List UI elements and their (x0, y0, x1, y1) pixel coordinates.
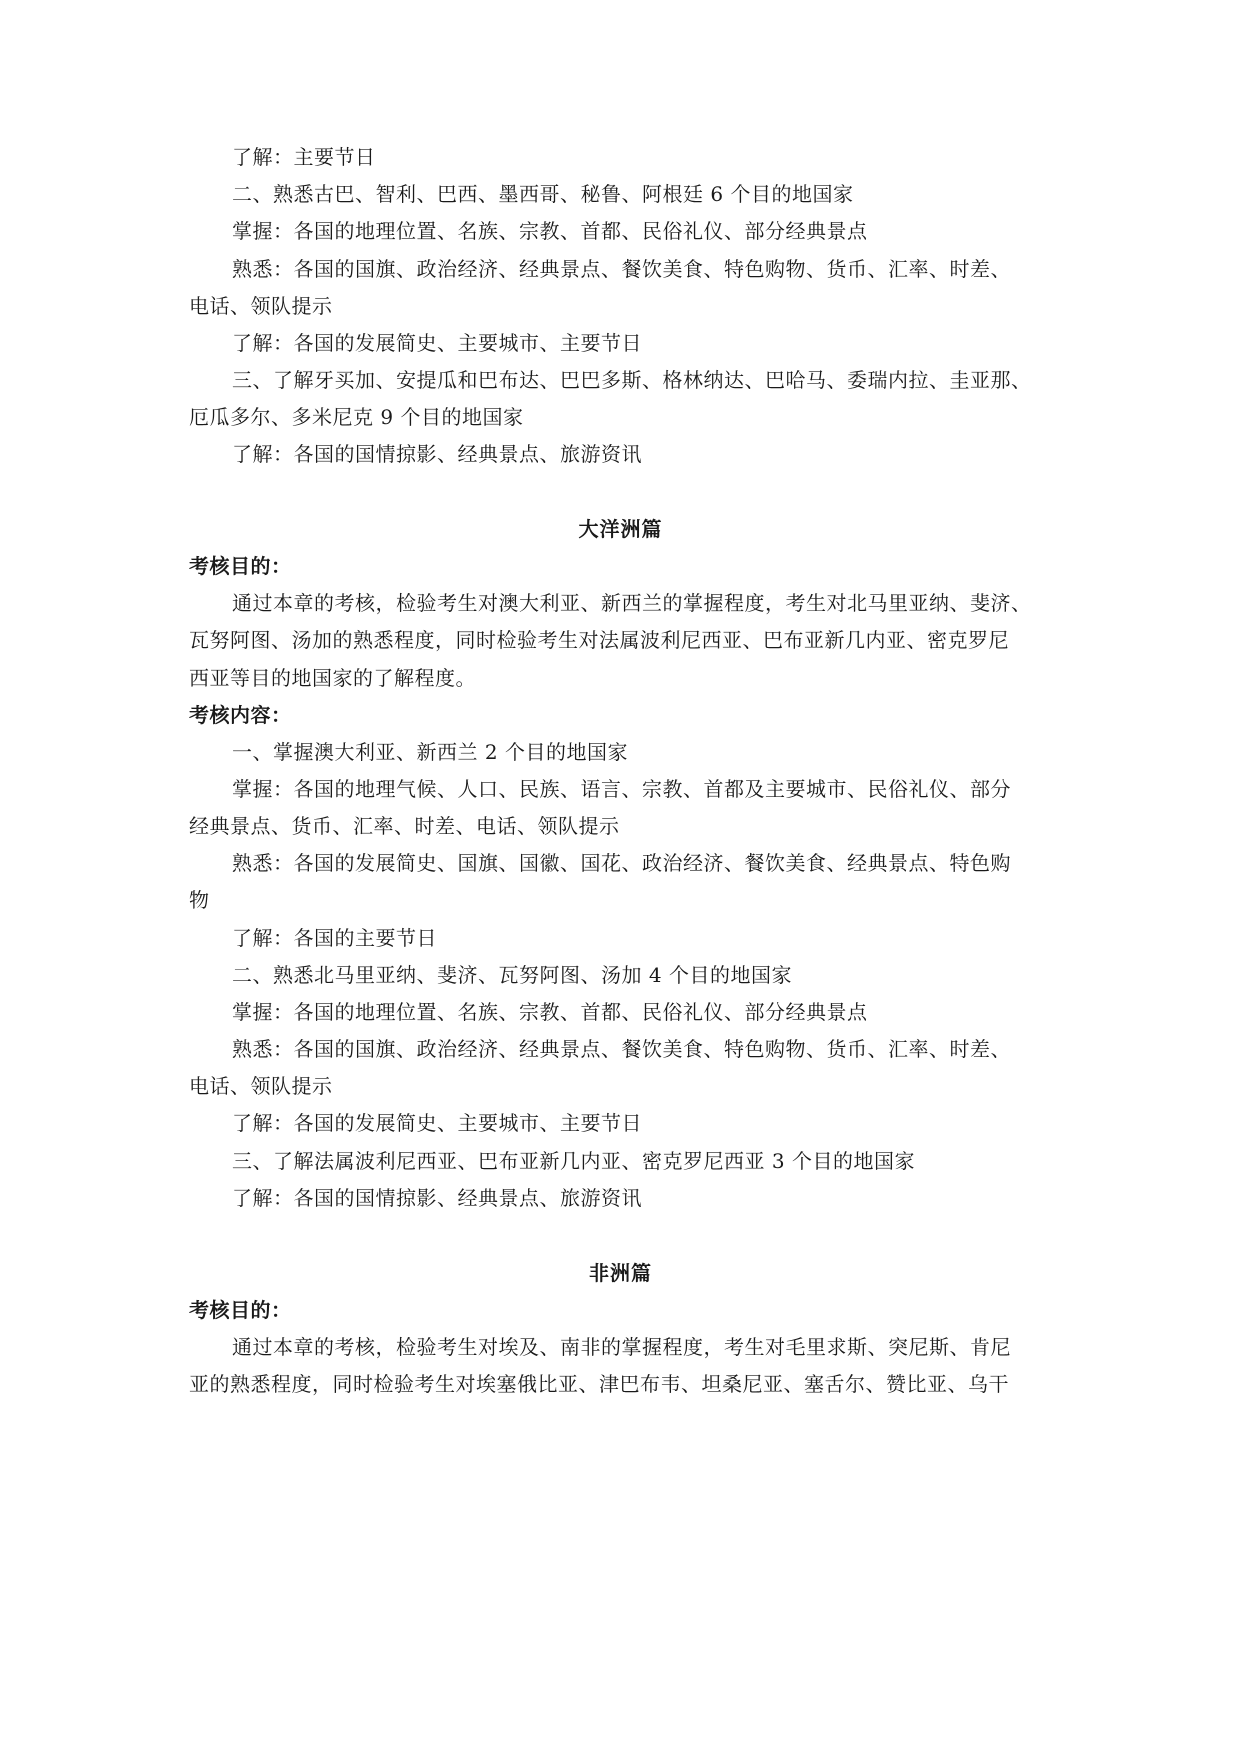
text-line: 经典景点、货币、汇率、时差、电话、领队提示 (189, 814, 620, 838)
section-title-africa: 非洲篇 (589, 1261, 652, 1285)
text-line: 熟悉：各国的国旗、政治经济、经典景点、餐饮美食、特色购物、货币、汇率、时差、 (232, 257, 1011, 281)
text-line: 西亚等目的地国家的了解程度。 (189, 666, 476, 690)
text-line: 了解：各国的主要节日 (232, 926, 437, 950)
goal-label: 考核目的： (189, 554, 292, 578)
text-line: 熟悉：各国的国旗、政治经济、经典景点、餐饮美食、特色购物、货币、汇率、时差、 (232, 1037, 1011, 1061)
text-line: 掌握：各国的地理位置、名族、宗教、首都、民俗礼仪、部分经典景点 (232, 219, 868, 243)
content-label: 考核内容： (189, 703, 292, 727)
text-line: 了解：各国的国情掠影、经典景点、旅游资讯 (232, 1186, 642, 1210)
text-line: 了解：各国的发展简史、主要城市、主要节日 (232, 331, 642, 355)
text-line: 熟悉：各国的发展简史、国旗、国徽、国花、政治经济、餐饮美食、经典景点、特色购 (232, 851, 1011, 875)
text-line: 三、了解法属波利尼西亚、巴布亚新几内亚、密克罗尼西亚 3 个目的地国家 (232, 1149, 915, 1173)
text-line: 掌握：各国的地理气候、人口、民族、语言、宗教、首都及主要城市、民俗礼仪、部分 (232, 777, 1011, 801)
text-line: 掌握：各国的地理位置、名族、宗教、首都、民俗礼仪、部分经典景点 (232, 1000, 868, 1024)
goal-label: 考核目的： (189, 1298, 292, 1322)
text-line: 电话、领队提示 (189, 294, 333, 318)
text-line: 亚的熟悉程度，同时检验考生对埃塞俄比亚、津巴布韦、坦桑尼亚、塞舌尔、赞比亚、乌干 (189, 1372, 1009, 1396)
text-line: 了解：主要节日 (232, 145, 376, 169)
text-line: 一、掌握澳大利亚、新西兰 2 个目的地国家 (232, 740, 628, 764)
text-line: 二、熟悉古巴、智利、巴西、墨西哥、秘鲁、阿根廷 6 个目的地国家 (232, 182, 854, 206)
text-line: 通过本章的考核，检验考生对澳大利亚、新西兰的掌握程度，考生对北马里亚纳、斐济、 (232, 591, 1032, 615)
text-line: 二、熟悉北马里亚纳、斐济、瓦努阿图、汤加 4 个目的地国家 (232, 963, 792, 987)
text-line: 物 (189, 888, 210, 912)
text-line: 瓦努阿图、汤加的熟悉程度，同时检验考生对法属波利尼西亚、巴布亚新几内亚、密克罗尼 (189, 628, 1009, 652)
text-line: 通过本章的考核，检验考生对埃及、南非的掌握程度，考生对毛里求斯、突尼斯、肯尼 (232, 1335, 1011, 1359)
text-line: 了解：各国的国情掠影、经典景点、旅游资讯 (232, 442, 642, 466)
text-line: 电话、领队提示 (189, 1074, 333, 1098)
text-line: 厄瓜多尔、多米尼克 9 个目的地国家 (189, 405, 524, 429)
text-line: 三、了解牙买加、安提瓜和巴布达、巴巴多斯、格林纳达、巴哈马、委瑞内拉、圭亚那、 (232, 368, 1032, 392)
text-line: 了解：各国的发展简史、主要城市、主要节日 (232, 1111, 642, 1135)
section-title-oceania: 大洋洲篇 (578, 517, 663, 541)
